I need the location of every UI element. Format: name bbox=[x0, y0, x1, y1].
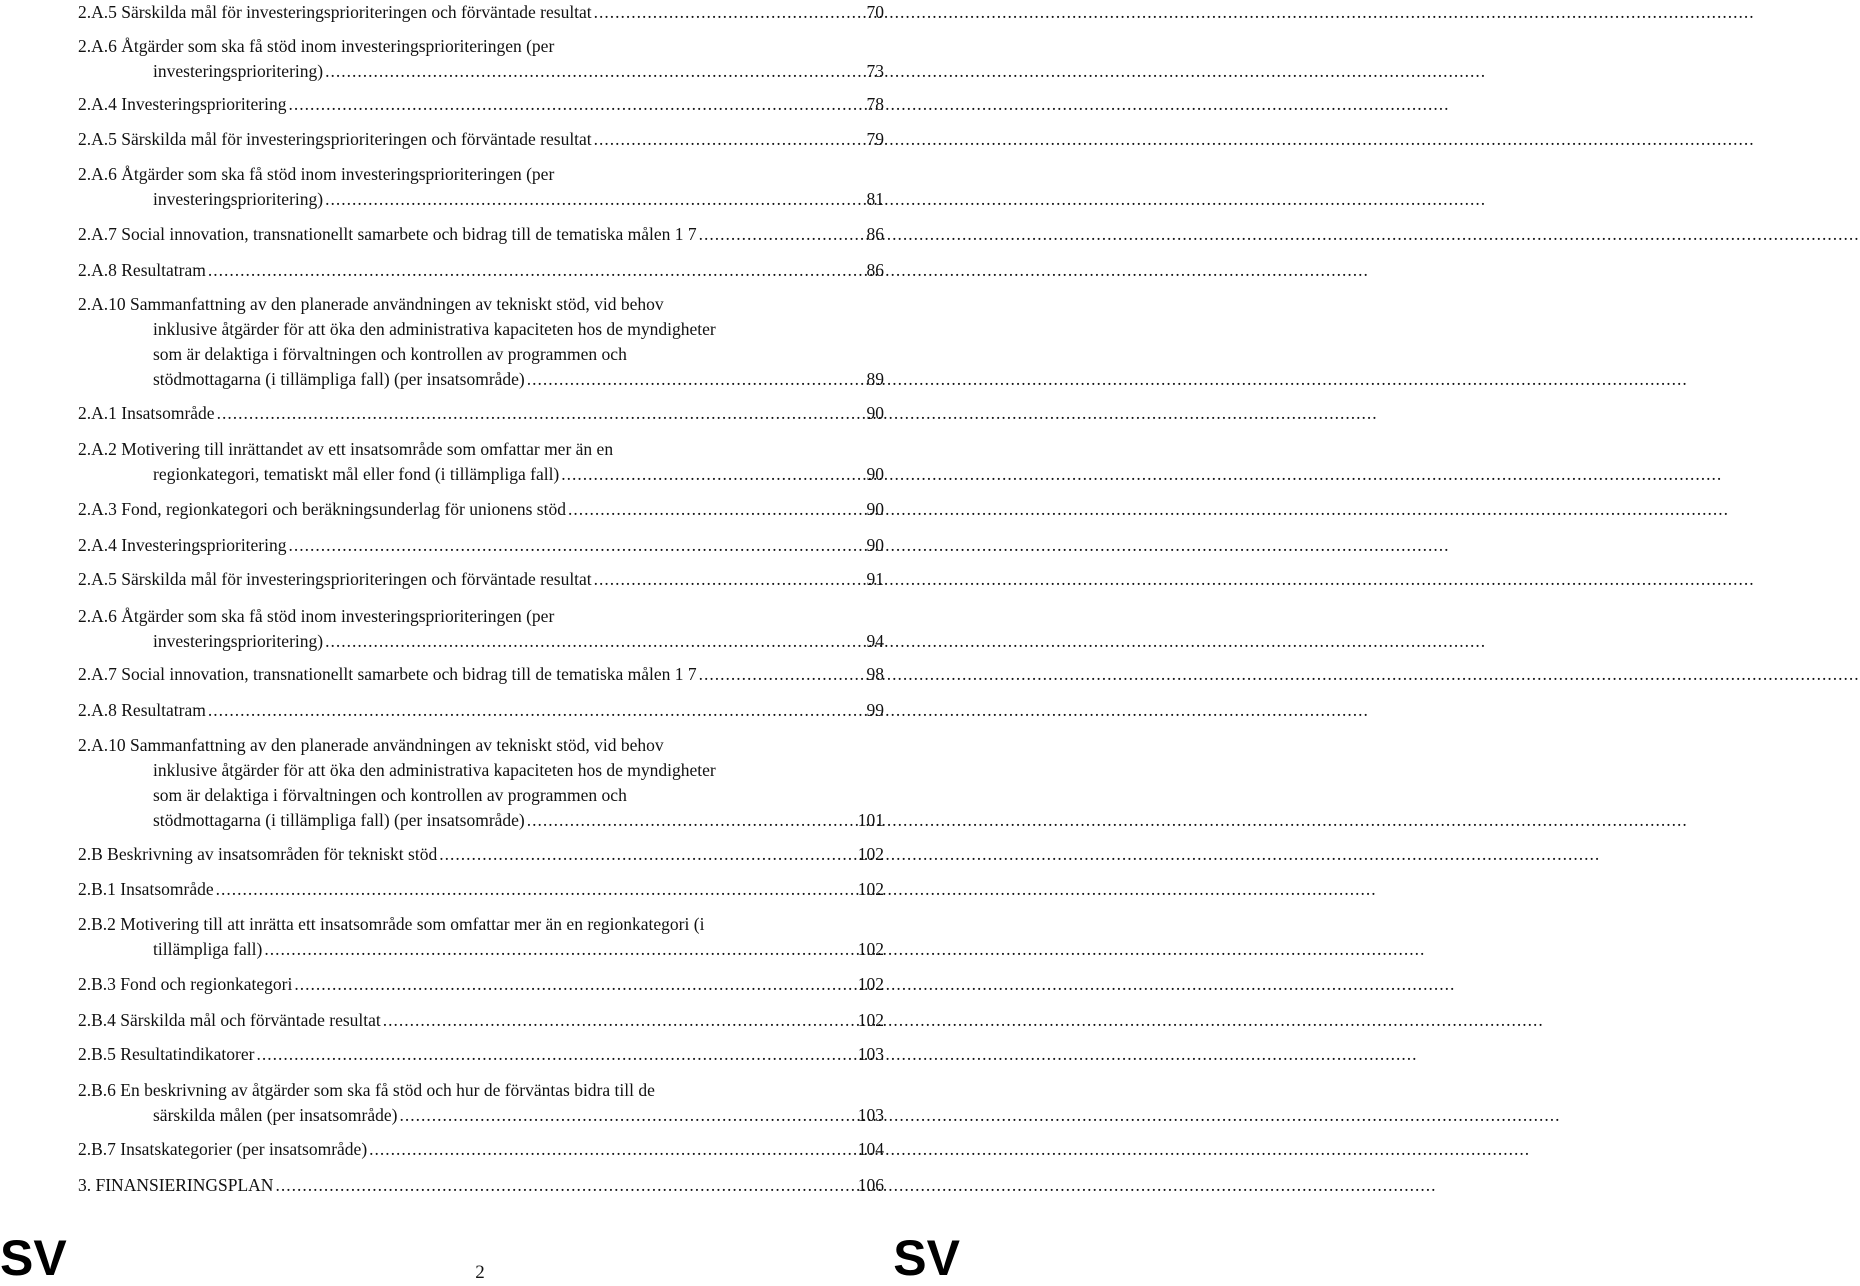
toc-line bbox=[78, 937, 884, 962]
dot-leader bbox=[217, 401, 864, 426]
toc-entry-title: 2.A.5 Särskilda mål för investeringsprioriteringen och förväntade resultat bbox=[78, 129, 592, 149]
toc-line bbox=[78, 877, 884, 902]
toc-line bbox=[78, 367, 884, 392]
toc-line bbox=[78, 567, 884, 592]
toc-entry-title: stödmottagarna (i tillämpliga fall) (per insatsområde) bbox=[153, 810, 525, 830]
toc-entry-title: 2.A.6 Åtgärder som ska få stöd inom investeringsprioriteringen (per bbox=[78, 164, 555, 184]
toc-entry[interactable] bbox=[78, 842, 884, 867]
dot-leader bbox=[264, 937, 854, 962]
toc-line bbox=[78, 34, 884, 59]
toc-line bbox=[78, 127, 884, 152]
toc-entry[interactable] bbox=[78, 0, 884, 25]
dot-leader bbox=[208, 258, 864, 283]
toc-entry[interactable] bbox=[78, 437, 884, 487]
dot-leader bbox=[325, 187, 863, 212]
toc-entry-title: investeringsprioritering) bbox=[153, 61, 324, 81]
toc-entry[interactable] bbox=[78, 222, 884, 247]
toc-entry-title: 2.B.7 Insatskategorier (per insatsområde) bbox=[78, 1139, 368, 1159]
toc-line bbox=[78, 533, 884, 558]
toc-line bbox=[78, 662, 884, 687]
toc-entry[interactable] bbox=[78, 604, 884, 654]
toc-entry[interactable] bbox=[78, 292, 884, 392]
toc-line bbox=[78, 1103, 884, 1128]
toc-line bbox=[78, 604, 884, 629]
toc-line bbox=[78, 1173, 884, 1198]
toc-entry[interactable] bbox=[78, 401, 884, 426]
toc-entry-title: inklusive åtgärder för att öka den administrativa kapaciteten hos de myndigheter bbox=[153, 319, 716, 339]
toc-entry-title: 2.B.6 En beskrivning av åtgärder som ska få stöd och hur de förväntas bidra till de bbox=[78, 1080, 655, 1100]
toc-entry[interactable] bbox=[78, 533, 884, 558]
toc-line bbox=[78, 733, 884, 758]
dot-leader bbox=[561, 462, 863, 487]
toc-entry-title: som är delaktiga i förvaltningen och kontrollen av programmen och bbox=[153, 344, 627, 364]
page-number: 2 bbox=[475, 1262, 485, 1283]
toc-entry-title: regionkategori, tematiskt mål eller fond (i tillämpliga fall) bbox=[153, 464, 560, 484]
toc-page-number: 90 bbox=[866, 464, 884, 484]
toc-entry[interactable] bbox=[78, 698, 884, 723]
toc-page-number: 102 bbox=[857, 1010, 884, 1030]
dot-leader bbox=[208, 698, 864, 723]
dot-leader bbox=[699, 662, 864, 687]
dot-leader bbox=[325, 59, 863, 84]
toc-page-number: 78 bbox=[866, 94, 884, 114]
toc-entry-title: stödmottagarna (i tillämpliga fall) (per insatsområde) bbox=[153, 369, 525, 389]
toc-entry-title: särskilda målen (per insatsområde) bbox=[153, 1105, 398, 1125]
toc-entry-title: 2.B.4 Särskilda mål och förväntade resultat bbox=[78, 1010, 381, 1030]
toc-entry-title: 2.B.5 Resultatindikatorer bbox=[78, 1044, 255, 1064]
dot-leader bbox=[527, 367, 864, 392]
toc-line bbox=[78, 401, 884, 426]
dot-leader bbox=[699, 222, 864, 247]
toc-entry-title: 2.A.10 Sammanfattning av den planerade användningen av tekniskt stöd, vid behov bbox=[78, 735, 664, 755]
toc-entry-title: 2.A.4 Investeringsprioritering bbox=[78, 94, 287, 114]
toc-line bbox=[78, 59, 884, 84]
toc-line bbox=[78, 758, 884, 783]
toc-page-number: 99 bbox=[866, 700, 884, 720]
toc-entry[interactable] bbox=[78, 1078, 884, 1128]
language-code-right: SV bbox=[893, 1230, 960, 1286]
dot-leader bbox=[325, 629, 863, 654]
toc-page-number: 102 bbox=[857, 844, 884, 864]
dot-leader bbox=[289, 92, 864, 117]
toc-page-number: 103 bbox=[857, 1105, 884, 1125]
toc-entry[interactable] bbox=[78, 162, 884, 212]
toc-entry-title: 2.A.6 Åtgärder som ska få stöd inom investeringsprioriteringen (per bbox=[78, 606, 555, 626]
toc-page-number: 102 bbox=[857, 974, 884, 994]
dot-leader bbox=[294, 972, 854, 997]
toc-line bbox=[78, 808, 884, 833]
toc-line bbox=[78, 292, 884, 317]
toc-line bbox=[78, 629, 884, 654]
toc-page-number: 103 bbox=[857, 1044, 884, 1064]
dot-leader bbox=[383, 1008, 855, 1033]
toc-entry-title: investeringsprioritering) bbox=[153, 189, 324, 209]
toc-line bbox=[78, 1137, 884, 1162]
toc-line bbox=[78, 258, 884, 283]
toc-entry-title: investeringsprioritering) bbox=[153, 631, 324, 651]
dot-leader bbox=[216, 877, 855, 902]
toc-page-number: 86 bbox=[866, 224, 884, 244]
toc-entry[interactable] bbox=[78, 733, 884, 833]
toc-entry[interactable] bbox=[78, 912, 884, 962]
dot-leader bbox=[594, 0, 864, 25]
toc-page-number: 106 bbox=[857, 1175, 884, 1195]
toc-entry[interactable] bbox=[78, 34, 884, 84]
toc-line bbox=[78, 222, 884, 247]
toc-line bbox=[78, 783, 884, 808]
toc-entry[interactable] bbox=[78, 1008, 884, 1033]
toc-page-number: 102 bbox=[857, 939, 884, 959]
toc-entry[interactable] bbox=[78, 972, 884, 997]
toc-entry-title: 2.B.1 Insatsområde bbox=[78, 879, 214, 899]
toc-line bbox=[78, 187, 884, 212]
toc-entry-title: 2.A.4 Investeringsprioritering bbox=[78, 535, 287, 555]
toc-entry[interactable] bbox=[78, 1042, 884, 1067]
toc-entry[interactable] bbox=[78, 1137, 884, 1162]
toc-entry-title: 2.A.1 Insatsområde bbox=[78, 403, 215, 423]
toc-entry[interactable] bbox=[78, 258, 884, 283]
toc-page-number: 98 bbox=[866, 664, 884, 684]
toc-page-number: 102 bbox=[857, 879, 884, 899]
toc-entry[interactable] bbox=[78, 1173, 884, 1198]
toc-entry-title: 2.B Beskrivning av insatsområden för tekniskt stöd bbox=[78, 844, 438, 864]
toc-entry[interactable] bbox=[78, 92, 884, 117]
toc-page-number: 91 bbox=[866, 569, 884, 589]
toc-entry[interactable] bbox=[78, 567, 884, 592]
toc-entry-title: 2.A.8 Resultatram bbox=[78, 700, 206, 720]
toc-line bbox=[78, 1008, 884, 1033]
toc-entry-title: 2.A.3 Fond, regionkategori och beräkningsunderlag för unionens stöd bbox=[78, 499, 566, 519]
dot-leader bbox=[256, 1042, 854, 1067]
toc-entry-title: 2.A.7 Social innovation, transnationellt samarbete och bidrag till de tematiska målen 1 7 bbox=[78, 224, 697, 244]
dot-leader bbox=[289, 533, 864, 558]
toc-page-number: 81 bbox=[866, 189, 884, 209]
toc-page-number: 73 bbox=[866, 61, 884, 81]
toc-entry-title: 2.A.6 Åtgärder som ska få stöd inom investeringsprioriteringen (per bbox=[78, 36, 555, 56]
dot-leader bbox=[594, 127, 864, 152]
toc-entry-title: som är delaktiga i förvaltningen och kontrollen av programmen och bbox=[153, 785, 627, 805]
toc-entry-title: 2.A.5 Särskilda mål för investeringsprioriteringen och förväntade resultat bbox=[78, 2, 592, 22]
toc-entry-title: 3. FINANSIERINGSPLAN bbox=[78, 1175, 274, 1195]
toc-line bbox=[78, 497, 884, 522]
toc-line bbox=[78, 972, 884, 997]
toc-page-number: 90 bbox=[866, 403, 884, 423]
toc-page-number: 94 bbox=[866, 631, 884, 651]
toc-page-number: 89 bbox=[866, 369, 884, 389]
toc-entry-title: tillämpliga fall) bbox=[153, 939, 263, 959]
toc-entry-title: 2.B.3 Fond och regionkategori bbox=[78, 974, 293, 994]
toc-line bbox=[78, 0, 884, 25]
toc-entry-title: 2.A.5 Särskilda mål för investeringsprioriteringen och förväntade resultat bbox=[78, 569, 592, 589]
toc-page-number: 90 bbox=[866, 499, 884, 519]
toc-entry[interactable] bbox=[78, 127, 884, 152]
toc-entry[interactable] bbox=[78, 497, 884, 522]
toc-line bbox=[78, 437, 884, 462]
toc-line bbox=[78, 1042, 884, 1067]
toc-entry-title: 2.B.2 Motivering till att inrätta ett insatsområde som omfattar mer än en regionkategori (i bbox=[78, 914, 705, 934]
toc-entry[interactable] bbox=[78, 662, 884, 687]
toc-entry-title: 2.A.10 Sammanfattning av den planerade användningen av tekniskt stöd, vid behov bbox=[78, 294, 664, 314]
dot-leader bbox=[369, 1137, 855, 1162]
dot-leader bbox=[439, 842, 855, 867]
dot-leader bbox=[275, 1173, 854, 1198]
toc-entry-title: 2.A.2 Motivering till inrättandet av ett insatsområde som omfattar mer än en bbox=[78, 439, 614, 459]
dot-leader bbox=[594, 567, 864, 592]
toc-page-number: 101 bbox=[857, 810, 884, 830]
dot-leader bbox=[527, 808, 855, 833]
toc-page-number: 104 bbox=[857, 1139, 884, 1159]
toc-page-number: 90 bbox=[866, 535, 884, 555]
toc-page-number: 79 bbox=[866, 129, 884, 149]
toc-line bbox=[78, 462, 884, 487]
toc-entry-title: 2.A.8 Resultatram bbox=[78, 260, 206, 280]
toc-page-number: 86 bbox=[866, 260, 884, 280]
toc-line bbox=[78, 698, 884, 723]
toc-line bbox=[78, 162, 884, 187]
toc-page-number: 70 bbox=[866, 2, 884, 22]
toc-line bbox=[78, 317, 884, 342]
toc-line bbox=[78, 92, 884, 117]
dot-leader bbox=[399, 1103, 854, 1128]
toc-entry-title: inklusive åtgärder för att öka den administrativa kapaciteten hos de myndigheter bbox=[153, 760, 716, 780]
toc-line bbox=[78, 912, 884, 937]
toc-line bbox=[78, 342, 884, 367]
language-code-left: SV bbox=[0, 1230, 67, 1286]
toc-line bbox=[78, 842, 884, 867]
toc-entry-title: 2.A.7 Social innovation, transnationellt samarbete och bidrag till de tematiska målen 1 7 bbox=[78, 664, 697, 684]
toc-entry[interactable] bbox=[78, 877, 884, 902]
dot-leader bbox=[568, 497, 864, 522]
toc-line bbox=[78, 1078, 884, 1103]
